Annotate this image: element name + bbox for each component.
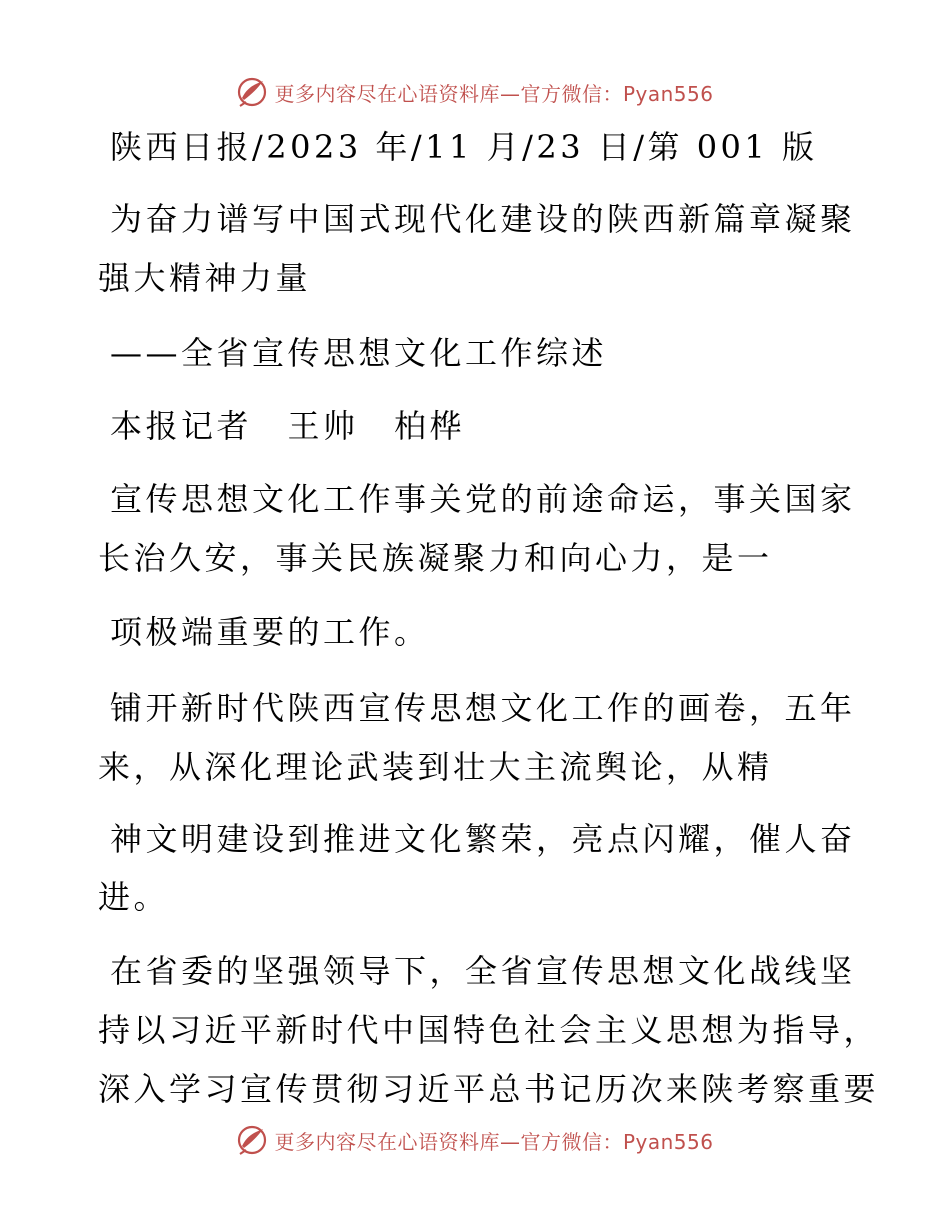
paragraph-3-line-3: 深入学习宣传贯彻习近平总书记历次来陕考察重要 [98,1070,880,1108]
paragraph-3-line-1: 在省委的坚强领导下，全省宣传思想文化战线坚 [110,952,856,990]
leaf-pen-logo-icon [236,76,268,108]
watermark-footer [0,1120,950,1160]
article-byline: 本报记者 王帅 柏桦 [110,407,466,445]
paragraph-1-line-1: 宣传思想文化工作事关党的前途命运，事关国家 [110,480,856,518]
paragraph-2-line-4: 进。 [98,878,170,916]
article-title-line-2: 强大精神力量 [98,259,312,297]
paragraph-3-line-2: 持以习近平新时代中国特色社会主义思想为指导， [98,1011,880,1049]
article-title-line-1: 为奋力谱写中国式现代化建设的陕西新篇章凝聚 [110,200,856,238]
paragraph-1-line-3: 项极端重要的工作。 [110,613,430,651]
paragraph-1-line-2: 长治久安，事关民族凝聚力和向心力，是一 [98,539,773,577]
watermark-text: 更多内容尽在心语资料库—官方微信：Pyan556 [274,81,714,106]
watermark-text: 更多内容尽在心语资料库—官方微信：Pyan556 [274,1129,714,1154]
article-source: 陕西日报/2023 年/11 月/23 日/第 001 版 [110,128,818,166]
watermark-header [0,72,950,112]
paragraph-2-line-1: 铺开新时代陕西宣传思想文化工作的画卷，五年 [110,689,856,727]
article-subtitle: ——全省宣传思想文化工作综述 [110,334,608,372]
leaf-pen-logo-icon [236,1124,268,1156]
paragraph-2-line-2: 来，从深化理论武装到壮大主流舆论，从精 [98,748,773,786]
paragraph-2-line-3: 神文明建设到推进文化繁荣，亮点闪耀，催人奋 [110,820,856,858]
